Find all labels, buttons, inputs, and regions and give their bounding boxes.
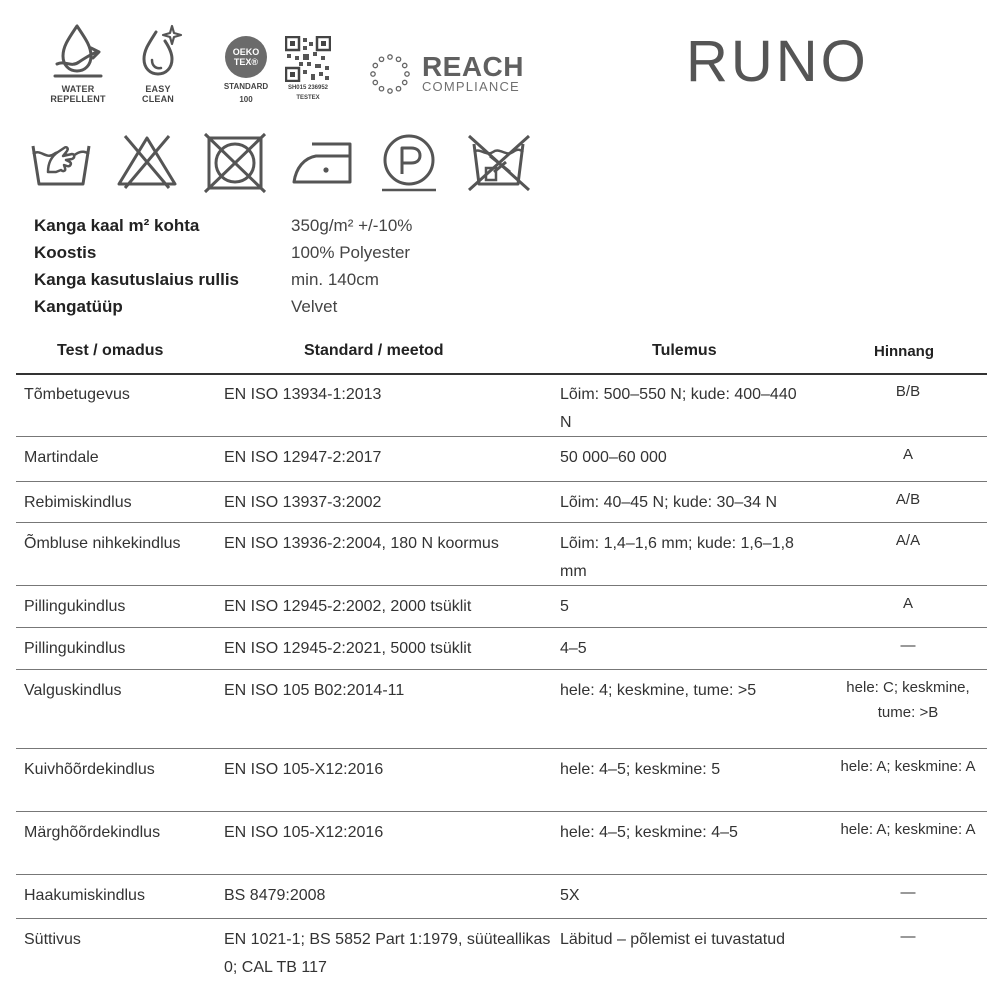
dry-clean-p-icon xyxy=(378,132,440,194)
oeko-logo-line-2: TEX® xyxy=(233,57,259,67)
table-row xyxy=(16,669,987,748)
row-result: Lõim: 40–45 N; kude: 30–34 N xyxy=(560,494,778,511)
column-header-result: Tulemus xyxy=(652,342,717,359)
row-standard: EN ISO 105-X12:2016 xyxy=(224,761,384,778)
row-rating: A xyxy=(902,595,913,612)
row-result: Läbitud – põlemist ei tuvastatud xyxy=(560,931,786,948)
row-standard: EN ISO 12945-2:2002, 2000 tsüklit xyxy=(224,598,472,615)
row-standard: EN ISO 105 B02:2014-11 xyxy=(224,682,405,699)
row-property: Süttivus xyxy=(24,931,81,948)
row-result: hele: 4–5; keskmine: 4–5 xyxy=(560,824,738,841)
column-header-standard: Standard / meetod xyxy=(304,342,444,359)
row-result: 5 xyxy=(560,598,569,615)
reach-compliance-badge xyxy=(364,52,524,96)
water-repellent-badge xyxy=(42,22,114,104)
row-rating: hele: A; keskmine: A xyxy=(840,758,976,775)
row-rating: A/A xyxy=(895,532,921,549)
spec-value: Velvet xyxy=(291,297,338,316)
row-property: Martindale xyxy=(24,449,99,466)
row-rating: A xyxy=(902,446,913,463)
do-not-bleach-icon xyxy=(115,132,179,190)
row-rating: — xyxy=(900,637,916,654)
water-drop-icon xyxy=(51,22,105,84)
column-header-property: Test / omadus xyxy=(57,342,164,359)
row-standard: EN ISO 13936-2:2004, 180 N koormus xyxy=(224,535,499,552)
row-property: Pillingukindlus xyxy=(24,598,126,615)
spec-value: 350g/m² +/-10% xyxy=(291,216,413,235)
table-row xyxy=(16,874,987,918)
oeko-standard-label-2: 100 xyxy=(239,95,253,104)
row-rating: — xyxy=(900,884,916,901)
sparkle-drop-icon xyxy=(128,22,188,84)
do-not-wash-icon xyxy=(466,132,532,194)
row-result: hele: 4–5; keskmine: 5 xyxy=(560,761,721,778)
row-standard: BS 8479:2008 xyxy=(224,887,326,904)
row-result: 50 000–60 000 xyxy=(560,449,667,466)
oeko-standard-label-1: STANDARD xyxy=(223,82,269,91)
oeko-tex-logo xyxy=(225,36,267,78)
row-standard: EN ISO 12947-2:2017 xyxy=(224,449,382,466)
row-standard: EN ISO 12945-2:2021, 5000 tsüklit xyxy=(224,640,472,657)
spec-label: Koostis xyxy=(34,243,97,262)
spec-value: 100% Polyester xyxy=(291,243,411,262)
row-rating: B/B xyxy=(895,383,921,400)
reach-subtitle: COMPLIANCE xyxy=(421,79,520,94)
spec-label: Kanga kaal m² kohta xyxy=(34,216,200,235)
qr-code-icon xyxy=(285,36,331,82)
row-property: Haakumiskindlus xyxy=(24,887,145,904)
table-row xyxy=(16,811,987,874)
eu-stars-icon xyxy=(368,52,412,96)
table-row xyxy=(16,627,987,669)
spec-value: min. 140cm xyxy=(291,270,379,289)
spec-label: Kangatüüp xyxy=(34,297,123,316)
water-repellent-label-2: REPELLENT xyxy=(50,94,106,104)
hand-wash-icon xyxy=(30,132,92,190)
oeko-tex-badge xyxy=(218,36,336,104)
table-row xyxy=(16,436,987,481)
row-result: Lõim: 500–550 N; kude: 400–440 N xyxy=(560,386,797,431)
table-row xyxy=(16,585,987,627)
row-standard: EN 1021-1; BS 5852 Part 1:1979, süüteallikas 0; CAL TB 117 xyxy=(224,931,551,976)
row-rating: hele: C; keskmine, tume: >B xyxy=(846,679,970,721)
oeko-logo-line-1: OEKO xyxy=(232,47,260,57)
row-rating: hele: A; keskmine: A xyxy=(840,821,976,838)
reach-title: REACH xyxy=(421,51,524,82)
row-result: Lõim: 1,4–1,6 mm; kude: 1,6–1,8 mm xyxy=(560,535,794,580)
row-rating: — xyxy=(900,928,916,945)
oeko-cert-issuer: TESTEX xyxy=(296,95,320,101)
easy-clean-badge xyxy=(120,22,196,104)
row-standard: EN ISO 13934-1:2013 xyxy=(224,386,382,403)
row-property: Märghõõrdekindlus xyxy=(24,824,161,841)
oeko-cert-number: SH015 236952 xyxy=(287,85,329,91)
row-property: Õmbluse nihkekindlus xyxy=(24,535,181,552)
row-standard: EN ISO 13937-3:2002 xyxy=(224,494,382,511)
water-repellent-label-1: WATER xyxy=(61,84,95,94)
row-result: 4–5 xyxy=(560,640,587,657)
row-property: Pillingukindlus xyxy=(24,640,126,657)
easy-clean-label-2: CLEAN xyxy=(142,94,174,104)
row-property: Tõmbetugevus xyxy=(24,386,130,403)
row-rating: A/B xyxy=(895,491,921,508)
table-row xyxy=(16,522,987,585)
row-property: Rebimiskindlus xyxy=(24,494,132,511)
table-row xyxy=(16,481,987,522)
row-result: 5X xyxy=(560,887,580,904)
table-row xyxy=(16,748,987,811)
brand-name: RUNO xyxy=(686,29,869,94)
row-standard: EN ISO 105-X12:2016 xyxy=(224,824,384,841)
table-row xyxy=(16,918,987,1000)
iron-low-icon xyxy=(290,132,358,190)
do-not-tumble-dry-icon xyxy=(202,132,268,194)
column-header-rating: Hinnang xyxy=(874,343,934,360)
row-property: Kuivhõõrdekindlus xyxy=(24,761,155,778)
row-result: hele: 4; keskmine, tume: >5 xyxy=(560,682,757,699)
row-property: Valguskindlus xyxy=(24,682,122,699)
spec-label: Kanga kasutuslaius rullis xyxy=(34,270,240,289)
easy-clean-label-1: EASY xyxy=(145,84,171,94)
table-row xyxy=(16,373,987,436)
